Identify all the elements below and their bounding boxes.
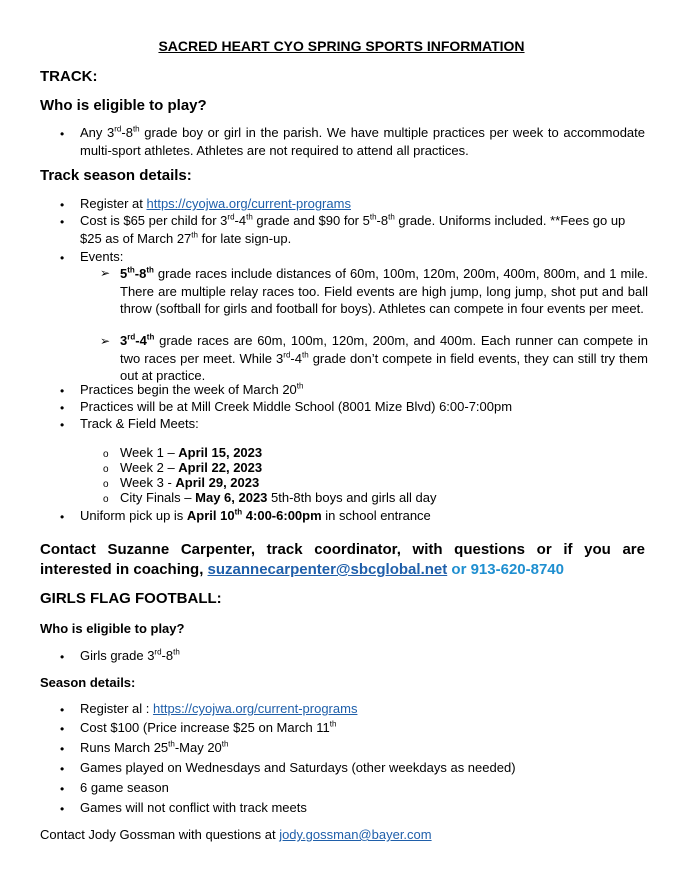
flag-register: Register al : https://cyojwa.org/current-programs bbox=[80, 701, 358, 716]
flag-conflict: Games will not conflict with track meets bbox=[80, 800, 307, 815]
track-contact-phone[interactable]: 913-620-8740 bbox=[470, 561, 564, 578]
page-title: SACRED HEART CYO SPRING SPORTS INFORMATION bbox=[158, 38, 525, 54]
track-meet-item: Week 3 - April 29, 2023 bbox=[120, 475, 260, 490]
flag-season: 6 game season bbox=[80, 780, 169, 795]
track-register-link[interactable]: https://cyojwa.org/current-programs bbox=[146, 196, 351, 211]
track-event-lower-grades: 3rd-4th grade races are 60m, 100m, 120m, 200m, and 400m. Each runner can compete in two races per meet. While 3rd-4th grade don’t compete in field events, they can still try them out at practice. bbox=[120, 332, 648, 383]
track-contact-email[interactable]: suzannecarpenter@sbcglobal.net bbox=[207, 561, 448, 578]
flag-eligibility-text: Girls grade 3rd-8th bbox=[80, 647, 180, 663]
bullet-icon: • bbox=[60, 782, 65, 796]
bullet-icon: • bbox=[60, 742, 65, 756]
track-eligibility-text: Any 3rd-8th grade boy or girl in the parish. We have multiple practices per week to accommodate multi-sport athletes. Athletes are not required to attend all practices. bbox=[80, 124, 645, 158]
flag-details-heading: Season details: bbox=[40, 675, 136, 690]
flag-register-link[interactable]: https://cyojwa.org/current-programs bbox=[152, 701, 358, 716]
track-register: Register at https://cyojwa.org/current-programs bbox=[80, 196, 351, 211]
track-meet-item: Week 1 – April 15, 2023 bbox=[120, 445, 263, 460]
track-events-label: Events: bbox=[80, 249, 124, 264]
track-cost: Cost is $65 per child for 3rd-4th grade and $90 for 5th-8th grade. Uniforms included. **Fees go up $25 as of March 27th for late sign-up. bbox=[80, 212, 626, 246]
flag-contact-email[interactable]: jody.gossman@bayer.com bbox=[279, 827, 432, 842]
flag-eligibility-heading: Who is eligible to play? bbox=[40, 621, 185, 636]
open-bullet-icon: o bbox=[103, 479, 109, 490]
flag-runs: Runs March 25th-May 20th bbox=[80, 739, 229, 755]
arrow-icon: ➢ bbox=[100, 266, 111, 280]
flag-heading: GIRLS FLAG FOOTBALL: bbox=[40, 590, 222, 607]
track-details-heading: Track season details: bbox=[40, 167, 192, 184]
bullet-icon: • bbox=[60, 401, 65, 415]
bullet-icon: • bbox=[60, 722, 65, 736]
open-bullet-icon: o bbox=[103, 464, 109, 475]
bullet-icon: • bbox=[60, 762, 65, 776]
open-bullet-icon: o bbox=[103, 494, 109, 505]
track-practices-begin: Practices begin the week of March 20th bbox=[80, 381, 304, 397]
bullet-icon: • bbox=[60, 127, 65, 141]
track-uniform: Uniform pick up is April 10th 4:00-6:00pm in school entrance bbox=[80, 507, 431, 523]
bullet-icon: • bbox=[60, 215, 65, 229]
track-event-upper-grades: 5th-8th grade races include distances of 60m, 100m, 120m, 200m, 400m, 800m, and 1 mile. There are multiple relay races too. Field events are high jump, long jump, shot put and ball throw (softball for girls and football for boys). Athletes can compete in four events per meet. bbox=[120, 265, 648, 316]
flag-cost: Cost $100 (Price increase $25 on March 11th bbox=[80, 719, 337, 735]
track-contact: Contact Suzanne Carpenter, track coordinator, with questions or if you are interested in coaching, suzannecarpenter@sbcglobal.net or 913-620-8740 bbox=[40, 541, 645, 578]
flag-games: Games played on Wednesdays and Saturdays (other weekdays as needed) bbox=[80, 760, 516, 775]
track-practices-location: Practices will be at Mill Creek Middle School (8001 Mize Blvd) 6:00-7:00pm bbox=[80, 399, 513, 414]
track-heading: TRACK: bbox=[40, 68, 98, 85]
flag-contact: Contact Jody Gossman with questions at jody.gossman@bayer.com bbox=[40, 827, 432, 842]
bullet-icon: • bbox=[60, 650, 65, 664]
bullet-icon: • bbox=[60, 198, 65, 212]
bullet-icon: • bbox=[60, 384, 65, 398]
bullet-icon: • bbox=[60, 802, 65, 816]
bullet-icon: • bbox=[60, 251, 65, 265]
arrow-icon: ➢ bbox=[100, 334, 111, 348]
track-meets-label: Track & Field Meets: bbox=[80, 416, 199, 431]
bullet-icon: • bbox=[60, 418, 65, 432]
bullet-icon: • bbox=[60, 510, 65, 524]
open-bullet-icon: o bbox=[103, 449, 109, 460]
track-meet-item: City Finals – May 6, 2023 5th-8th boys and girls all day bbox=[120, 490, 437, 505]
track-meet-item: Week 2 – April 22, 2023 bbox=[120, 460, 263, 475]
track-eligibility-heading: Who is eligible to play? bbox=[40, 97, 207, 114]
bullet-icon: • bbox=[60, 703, 65, 717]
